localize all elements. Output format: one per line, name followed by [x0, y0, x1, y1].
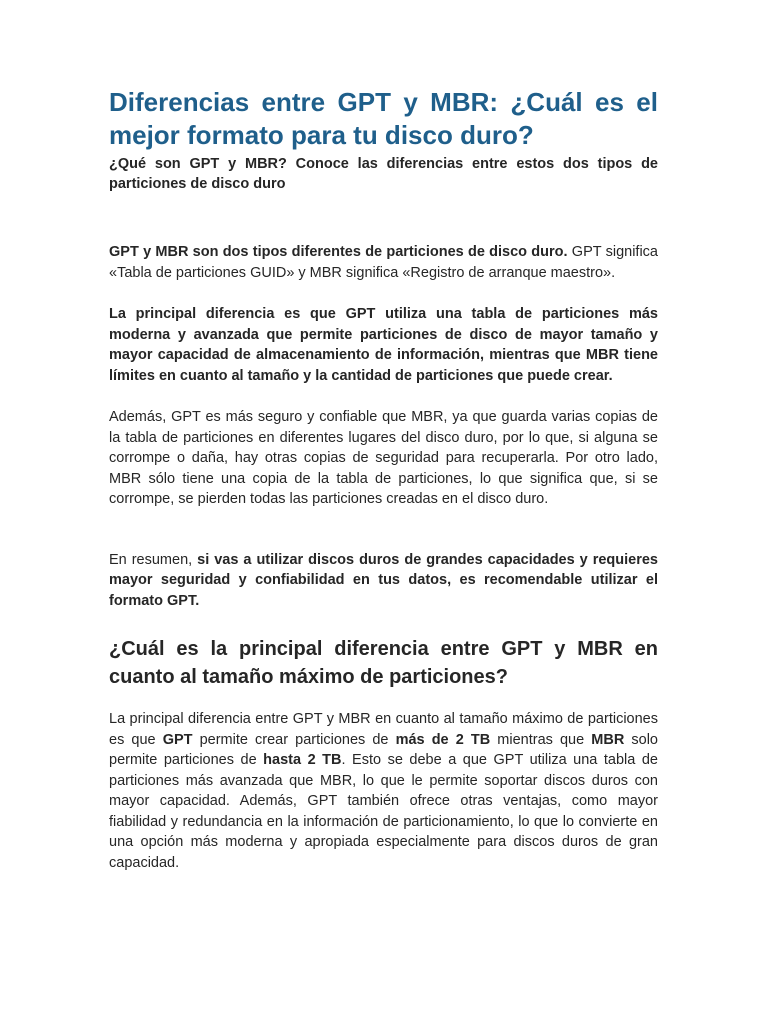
- paragraph-max-size-text-3: mientras que: [490, 731, 592, 748]
- paragraph-definition-bold: GPT y MBR son dos tipos diferentes de particiones de disco duro.: [109, 244, 568, 260]
- paragraph-summary-lead: En resumen,: [109, 551, 198, 568]
- paragraph-definition-text: GPT significa «Tabla de particiones GUID» y MBR significa «Registro de arranque maestro».: [109, 244, 658, 281]
- paragraph-summary: [109, 550, 658, 612]
- document-subtitle: ¿Qué son GPT y MBR? Conoce las diferencias entre estos dos tipos de particiones de disco duro: [109, 156, 658, 192]
- paragraph-max-size-text-2: permite crear particiones de: [192, 731, 396, 748]
- paragraph-definition: [109, 242, 658, 283]
- paragraph-max-size-bold-gpt: GPT: [162, 731, 193, 748]
- document-page: [109, 86, 658, 873]
- section-heading: ¿Cuál es la principal diferencia entre GPT y MBR en cuanto al tamaño máximo de particiones?: [109, 638, 658, 688]
- paragraph-max-size: [109, 709, 658, 873]
- paragraph-max-size-text-4: solo permite particiones de: [109, 731, 658, 768]
- paragraph-max-size-bold-mbr: MBR: [591, 731, 625, 748]
- paragraph-max-size-bold-up-to-2tb: hasta 2 TB: [263, 752, 342, 768]
- paragraph-max-size-bold-more-2tb: más de 2 TB: [395, 731, 491, 748]
- paragraph-security: Además, GPT es más seguro y confiable que MBR, ya que guarda varias copias de la tabla de particiones en diferentes lugares del disco duro, por lo que, si alguna se corrompe o daña, hay otras copias de seguridad para recuperarla. Por otro lado, MBR sólo tiene una copia de la tabla de particiones, lo que significa que, si se corrompe, se pierden todas las particiones creadas en el disco duro.: [109, 409, 658, 507]
- paragraph-max-size-text-1: La principal diferencia entre GPT y MBR en cuanto al tamaño máximo de particiones es que: [109, 711, 658, 748]
- paragraph-main-difference: La principal diferencia es que GPT utiliza una tabla de particiones más moderna y avanzada que permite particiones de disco de mayor tamaño y mayor capacidad de almacenamiento de información, mientras que MBR tiene límites en cuanto al tamaño y la cantidad de particiones que puede crear.: [109, 306, 658, 384]
- paragraph-max-size-text-5: . Esto se debe a que GPT utiliza una tabla de particiones más avanzada que MBR, lo que le permite soportar discos duros con mayor capacidad. Además, GPT también ofrece otras ventajas, como mayor fiabilidad y redundancia en la información de particionamiento, lo que lo convierte en una opción más moderna y apropiada especialmente para discos duros de gran capacidad.: [109, 752, 658, 871]
- paragraph-summary-bold: si vas a utilizar discos duros de grandes capacidades y requieres mayor seguridad y confiabilidad en tus datos, es recomendable utilizar el formato GPT.: [109, 551, 658, 609]
- document-title: Diferencias entre GPT y MBR: ¿Cuál es el mejor formato para tu disco duro?: [109, 87, 658, 150]
